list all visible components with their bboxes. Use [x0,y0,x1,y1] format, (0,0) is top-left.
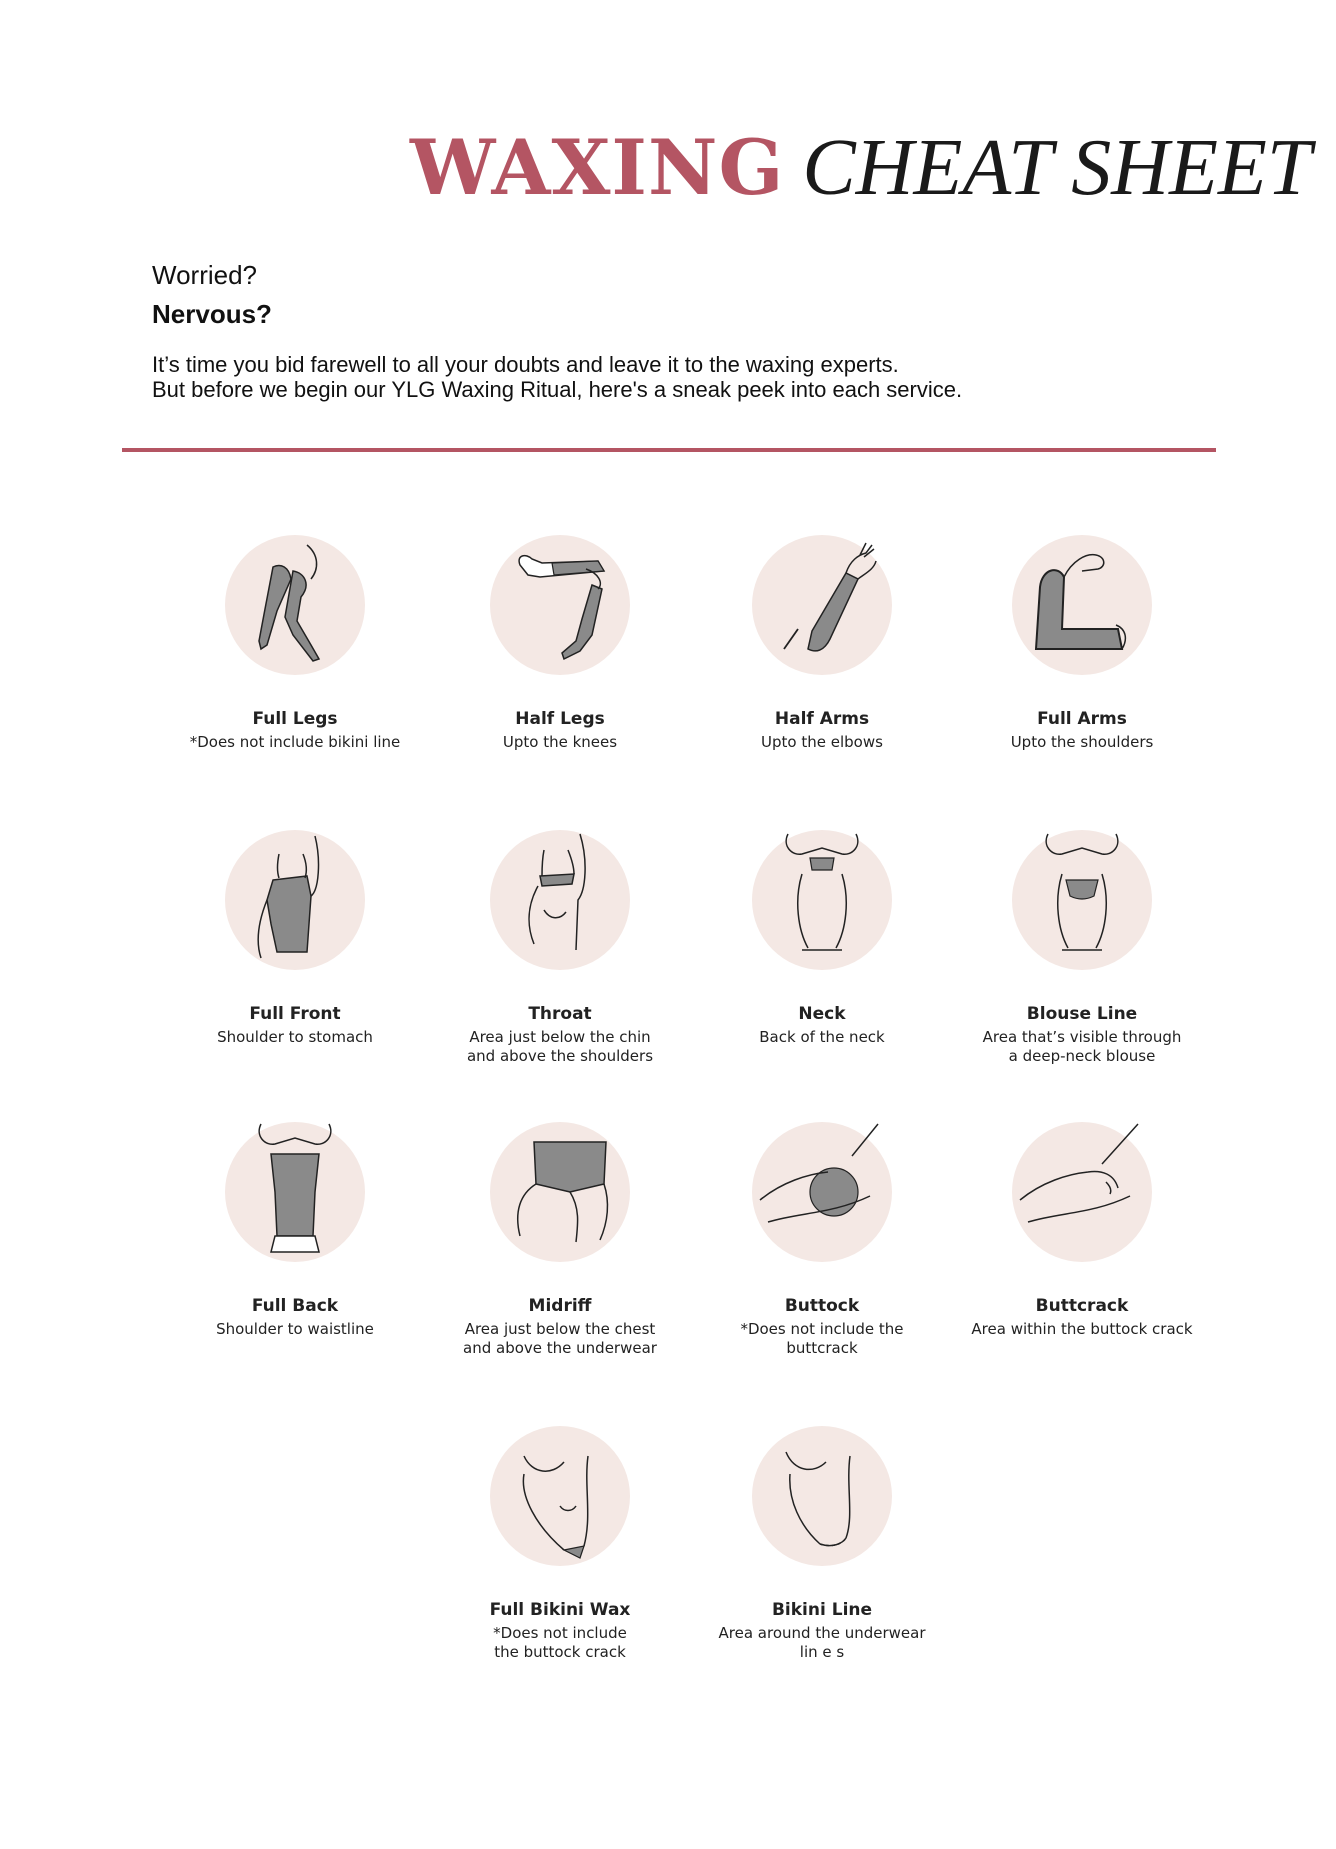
service-illustration [752,830,892,970]
intro-line-2: But before we begin our YLG Waxing Ritual, here's a sneak peek into each service. [152,377,963,402]
service-name: Full Legs [252,709,338,729]
service-desc: Area just below the chest and above the underwear [463,1320,657,1357]
intro-line-1: It’s time you bid farewell to all your doubts and leave it to the waxing experts. [152,352,899,377]
service-card-full-arms [942,535,1222,752]
service-card-full-bikini-wax [420,1426,700,1662]
service-name: Full Arms [1037,709,1127,729]
service-desc: *Does not include the buttock crack [493,1624,627,1661]
service-name: Buttock [784,1296,860,1316]
service-desc: Upto the shoulders [1010,733,1154,751]
service-illustration [1012,830,1152,970]
service-name: Half Legs [515,709,605,729]
service-illustration [490,1122,630,1262]
neck-icon [742,820,902,980]
service-desc: *Does not include the buttcrack [740,1320,904,1357]
intro-question-worried: Worried? [152,260,258,290]
service-illustration [490,830,630,970]
full-back-icon [215,1112,375,1272]
service-card-buttock [682,1122,962,1358]
buttcrack-icon [1002,1112,1162,1272]
full-legs-icon [215,525,375,685]
service-name: Full Bikini Wax [489,1600,631,1620]
service-card-full-front [155,830,435,1047]
service-desc: Upto the elbows [761,733,883,751]
service-card-half-legs [420,535,700,752]
half-legs-icon [480,525,640,685]
intro-question-nervous: Nervous? [152,299,272,329]
service-card-midriff [420,1122,700,1358]
full-arms-icon [1002,525,1162,685]
service-illustration [225,830,365,970]
service-name: Half Arms [774,709,870,729]
service-name: Blouse Line [1026,1004,1138,1024]
service-card-neck [682,830,962,1047]
blouse-line-icon [1002,820,1162,980]
service-name: Bikini Line [771,1600,873,1620]
title-accent: WAXING [410,123,785,212]
service-desc: Shoulder to stomach [217,1028,373,1046]
service-card-full-legs [155,535,435,752]
service-name: Midriff [528,1296,592,1316]
service-desc: Area around the underwear lin e s [718,1624,926,1661]
service-name: Buttcrack [1035,1296,1129,1316]
service-illustration [1012,535,1152,675]
section-divider [122,448,1216,452]
service-illustration [752,1426,892,1566]
service-name: Neck [798,1004,846,1024]
service-desc: Area just below the chin and above the shoulders [466,1028,654,1065]
throat-icon [480,820,640,980]
service-card-throat [420,830,700,1066]
service-card-buttcrack [942,1122,1222,1339]
full-front-icon [215,820,375,980]
service-desc: Shoulder to waistline [216,1320,374,1338]
buttock-icon [742,1112,902,1272]
service-desc: Upto the knees [502,733,618,751]
service-card-bikini-line [682,1426,962,1662]
service-desc: Area that’s visible through a deep-neck blouse [982,1028,1182,1065]
half-arms-icon [742,525,902,685]
service-desc: *Does not include bikini line [189,733,401,751]
service-desc: Back of the neck [759,1028,885,1046]
intro-block [152,260,1202,402]
service-card-half-arms [682,535,962,752]
service-name: Full Front [249,1004,341,1024]
full-bikini-wax-icon [480,1416,640,1576]
service-illustration [752,1122,892,1262]
page-title [410,123,1312,212]
service-illustration [490,535,630,675]
title-script: CHEAT SHEET [802,124,1312,212]
service-illustration [225,535,365,675]
service-name: Throat [528,1004,592,1024]
service-illustration [1012,1122,1152,1262]
service-illustration [225,1122,365,1262]
service-desc: Area within the buttock crack [971,1320,1193,1338]
midriff-icon [480,1112,640,1272]
service-name: Full Back [251,1296,339,1316]
bikini-line-icon [742,1416,902,1576]
service-illustration [490,1426,630,1566]
service-card-full-back [155,1122,435,1339]
service-illustration [752,535,892,675]
service-card-blouse-line [942,830,1222,1066]
